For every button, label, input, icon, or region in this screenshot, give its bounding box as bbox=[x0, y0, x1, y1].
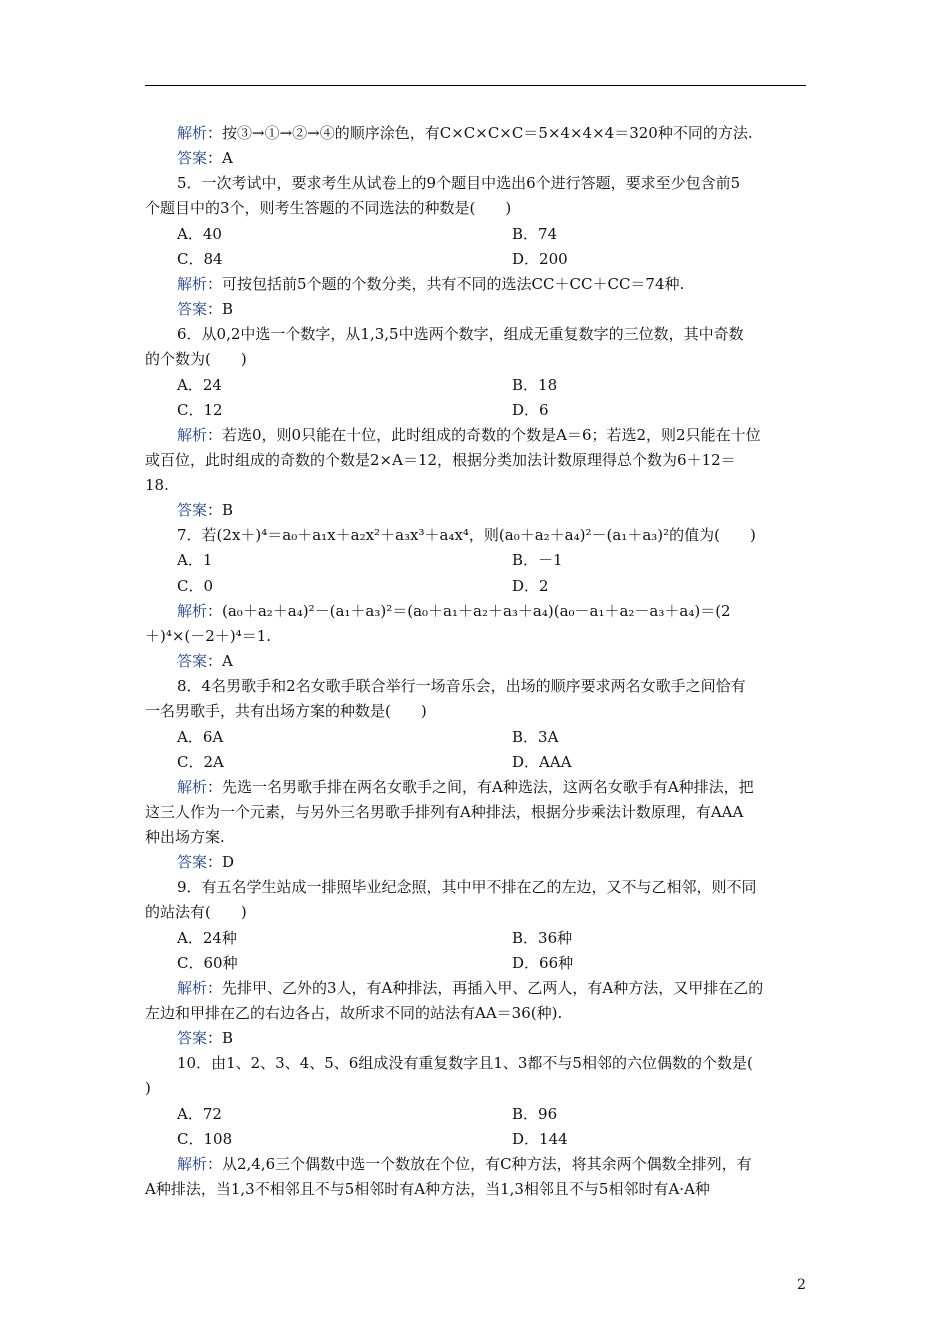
question-9-line-1: 9．有五名学生站成一排照毕业纪念照，其中甲不排在乙的左边，又不与乙相邻，则不同 bbox=[177, 878, 757, 896]
option-d: D．66种 bbox=[512, 954, 574, 972]
analysis-continuation: ＋)⁴×(－2＋)⁴＝1. bbox=[145, 627, 272, 645]
analysis-label: 解析 bbox=[177, 1155, 208, 1173]
question-6-line-1: 6．从0,2中选一个数字，从1,3,5中选两个数字，组成无重复数字的三位数，其中奇数 bbox=[177, 325, 744, 343]
question-10-line-2: ) bbox=[145, 1079, 151, 1097]
analysis-text: ：先排甲、乙外的3人，有A种排法，再插入甲、乙两人，有A种方法，又甲排在乙的 bbox=[207, 979, 764, 997]
question-7-line-1: 7．若(2x＋)⁴＝a₀＋a₁x＋a₂x²＋a₃x³＋a₄x⁴，则(a₀＋a₂＋a₄)²－(a₁＋a₃)²的值为( ) bbox=[177, 526, 756, 544]
option-d: D．AAA bbox=[512, 753, 572, 771]
analysis-text: ：可按包括前5个题的个数分类，共有不同的选法CC＋CC＋CC＝74种. bbox=[207, 275, 685, 293]
question-6-line-2: 的个数为( ) bbox=[145, 350, 247, 368]
analysis-line bbox=[177, 1152, 847, 1177]
question-5-line-1: 5．一次考试中，要求考生从试卷上的9个题目中选出6个进行答题，要求至少包含前5 bbox=[177, 174, 741, 192]
option-b: B．36种 bbox=[512, 929, 573, 947]
analysis-text: ：(a₀＋a₂＋a₄)²－(a₁＋a₃)²＝(a₀＋a₁＋a₂＋a₃＋a₄)(a₀－a₁＋a₂－a₃＋a₄)＝(2 bbox=[207, 602, 731, 620]
page-number: 2 bbox=[797, 1277, 806, 1293]
analysis-line bbox=[177, 976, 847, 1001]
question-9-line-2: 的站法有( ) bbox=[145, 903, 247, 921]
option-c: C．108 bbox=[177, 1130, 233, 1148]
analysis-label: 解析 bbox=[177, 124, 208, 142]
option-d: D．2 bbox=[512, 577, 549, 595]
answer-label: 答案 bbox=[177, 853, 208, 871]
analysis-continuation: 左边和甲排在乙的右边各占，故所求不同的站法有AA＝36(种). bbox=[145, 1004, 563, 1022]
analysis-continuation: 或百位，此时组成的奇数的个数是2×A＝12，根据分类加法计数原理得总个数为6＋12＝ bbox=[145, 451, 736, 469]
option-d: D．144 bbox=[512, 1130, 568, 1148]
option-a: A．1 bbox=[177, 551, 213, 569]
answer-text: ：B bbox=[207, 501, 234, 519]
option-c: C．12 bbox=[177, 401, 223, 419]
answer-label: 答案 bbox=[177, 501, 208, 519]
option-d: D．200 bbox=[512, 250, 568, 268]
answer-text: ：D bbox=[207, 853, 235, 871]
answer-line bbox=[177, 649, 847, 674]
option-b: B．18 bbox=[512, 376, 558, 394]
option-c: C．0 bbox=[177, 577, 214, 595]
answer-label: 答案 bbox=[177, 652, 208, 670]
option-b: B．96 bbox=[512, 1105, 558, 1123]
option-a: A．24种 bbox=[177, 929, 237, 947]
answer-label: 答案 bbox=[177, 300, 208, 318]
answer-line bbox=[177, 297, 847, 322]
answer-line bbox=[177, 498, 847, 523]
question-5-line-2: 个题目中的3个，则考生答题的不同选法的种数是( ) bbox=[145, 199, 512, 217]
analysis-continuation: 18. bbox=[145, 476, 169, 494]
option-a: A．72 bbox=[177, 1105, 222, 1123]
option-c: C．84 bbox=[177, 250, 223, 268]
question-8-line-1: 8．4名男歌手和2名女歌手联合举行一场音乐会，出场的顺序要求两名女歌手之间恰有 bbox=[177, 677, 746, 695]
answer-line bbox=[177, 1026, 847, 1051]
option-d: D．6 bbox=[512, 401, 549, 419]
option-a: A．24 bbox=[177, 376, 222, 394]
analysis-label: 解析 bbox=[177, 602, 208, 620]
question-10-line-1: 10．由1、2、3、4、5、6组成没有重复数字且1、3都不与5相邻的六位偶数的个数是( bbox=[177, 1054, 753, 1072]
option-b: B．－1 bbox=[512, 551, 563, 569]
analysis-line bbox=[177, 121, 847, 146]
analysis-text: ：从2,4,6三个偶数中选一个数放在个位，有C种方法，将其余两个偶数全排列，有 bbox=[207, 1155, 752, 1173]
analysis-continuation: 种出场方案. bbox=[145, 828, 225, 846]
analysis-line bbox=[177, 775, 847, 800]
question-8-line-2: 一名男歌手，共有出场方案的种数是( ) bbox=[145, 702, 427, 720]
answer-text: ：A bbox=[207, 652, 233, 670]
answer-line bbox=[177, 850, 847, 875]
option-a: A．40 bbox=[177, 225, 222, 243]
answer-text: ：B bbox=[207, 1029, 234, 1047]
analysis-continuation: 这三人作为一个元素，与另外三名男歌手排列有A种排法，根据分步乘法计数原理，有AAA bbox=[145, 803, 744, 821]
analysis-text: ：若选0，则0只能在十位，此时组成的奇数的个数是A＝6；若选2，则2只能在十位 bbox=[207, 426, 761, 444]
answer-text: ：B bbox=[207, 300, 234, 318]
analysis-label: 解析 bbox=[177, 778, 208, 796]
header-rule bbox=[145, 85, 806, 86]
analysis-text: ：按③→①→②→④的顺序涂色，有C×C×C×C＝5×4×4×4＝320种不同的方法. bbox=[207, 124, 753, 142]
answer-label: 答案 bbox=[177, 1029, 208, 1047]
analysis-line bbox=[177, 272, 847, 297]
analysis-line bbox=[177, 599, 847, 624]
option-c: C．2A bbox=[177, 753, 224, 771]
answer-label: 答案 bbox=[177, 149, 208, 167]
option-b: B．74 bbox=[512, 225, 558, 243]
analysis-label: 解析 bbox=[177, 979, 208, 997]
option-b: B．3A bbox=[512, 728, 559, 746]
analysis-label: 解析 bbox=[177, 426, 208, 444]
option-a: A．6A bbox=[177, 728, 224, 746]
answer-text: ：A bbox=[207, 149, 233, 167]
option-c: C．60种 bbox=[177, 954, 238, 972]
analysis-line bbox=[177, 423, 847, 448]
analysis-text: ：先选一名男歌手排在两名女歌手之间，有A种选法，这两名女歌手有A种排法，把 bbox=[207, 778, 754, 796]
analysis-continuation: A种排法，当1,3不相邻且不与5相邻时有A种方法，当1,3相邻且不与5相邻时有A·A种 bbox=[145, 1180, 710, 1198]
analysis-label: 解析 bbox=[177, 275, 208, 293]
answer-line bbox=[177, 146, 847, 171]
